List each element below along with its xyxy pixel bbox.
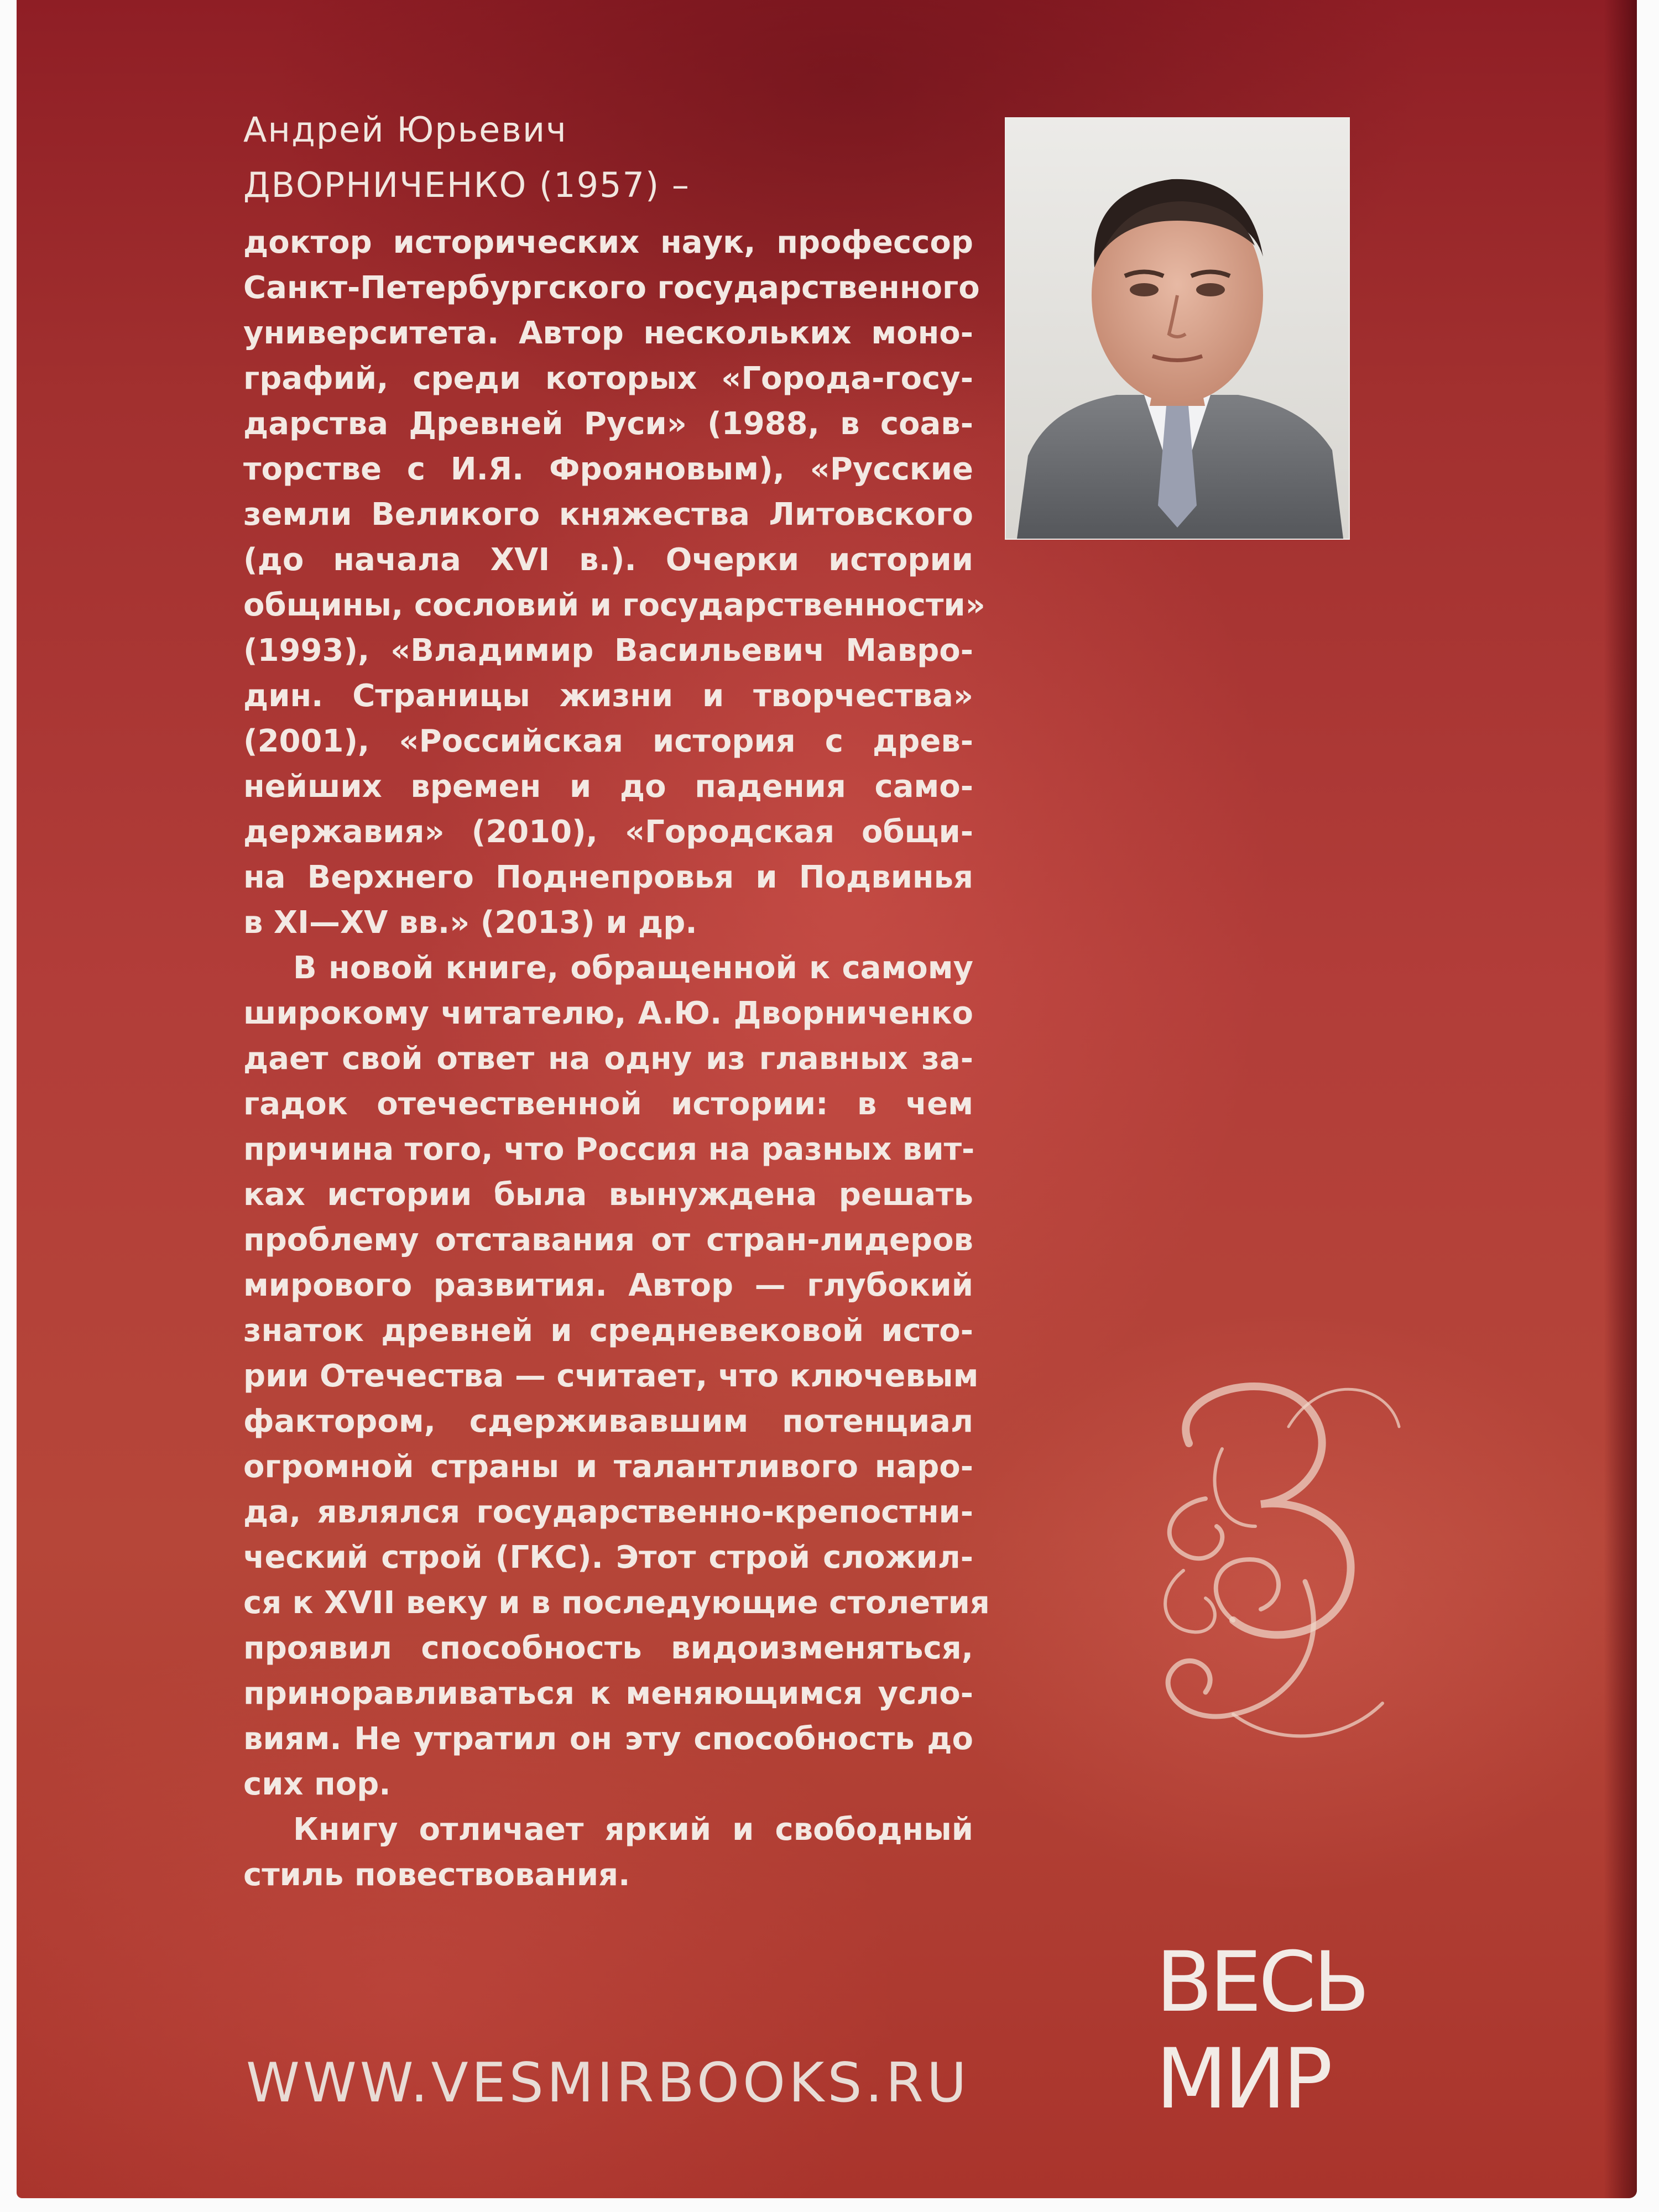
text-line: виям. Не утратил он эту способность до <box>243 1721 973 1757</box>
text-line: ся к XVII веку и в последующие столетия <box>243 1585 990 1621</box>
publisher-website: WWW.VESMIRBOOKS.RU <box>246 2052 970 2115</box>
text-line: широкому читателю, А.Ю. Дворниченко <box>243 995 973 1031</box>
text-line: Санкт-Петербургского государственного <box>243 270 980 306</box>
text-line: да, являлся государственно-крепостни- <box>243 1494 973 1530</box>
author-photo <box>1005 117 1350 540</box>
author-surname: ДВОРНИЧЕНКО (1957) – <box>243 165 690 205</box>
text-line: земли Великого княжества Литовского <box>243 497 973 533</box>
text-line: причина того, что Россия на разных вит- <box>243 1131 975 1167</box>
cover-edge-shadow <box>1604 0 1637 2198</box>
publisher-logo <box>1156 1934 1388 2146</box>
text-line: Книгу отличает яркий и свободный <box>293 1812 973 1848</box>
text-line: сих пор. <box>243 1766 391 1802</box>
text-line: В новой книге, обращенной к самому <box>293 950 973 986</box>
text-line: графий, среди которых «Города-госу- <box>243 361 973 397</box>
text-line: доктор исторических наук, профессор <box>243 225 973 260</box>
text-line: ческий строй (ГКС). Этот строй сложил- <box>243 1540 973 1575</box>
decorative-monogram-icon <box>1123 1360 1432 1781</box>
text-line: дин. Страницы жизни и творчества» <box>243 678 973 714</box>
text-line: университета. Автор нескольких моно- <box>243 315 973 351</box>
text-line: рии Отечества — считает, что ключевым <box>243 1358 979 1394</box>
back-cover <box>17 0 1637 2198</box>
text-line: знаток древней и средневековой исто- <box>243 1313 973 1349</box>
text-line: стиль повествования. <box>243 1857 630 1893</box>
text-line: (до начала XVI в.). Очерки истории <box>243 542 973 578</box>
text-line: (2001), «Российская история с древ- <box>243 723 973 759</box>
publisher-logo-line-1: ВЕСЬ <box>1156 1934 1367 2031</box>
text-line: дарства Древней Руси» (1988, в соав- <box>243 406 973 442</box>
text-line: ках истории была вынуждена решать <box>243 1177 973 1213</box>
text-line: фактором, сдерживавшим потенциал <box>243 1404 973 1439</box>
text-line: проявил способность видоизменяться, <box>243 1630 973 1666</box>
text-line: нейших времен и до падения само- <box>243 769 973 805</box>
text-line: в XI—XV вв.» (2013) и др. <box>243 905 697 941</box>
text-line: державия» (2010), «Городская общи- <box>243 814 973 850</box>
author-first-names: Андрей Юрьевич <box>243 109 567 150</box>
text-line: мирового развития. Автор — глубокий <box>243 1267 973 1303</box>
text-line: на Верхнего Поднепровья и Подвинья <box>243 859 973 895</box>
text-line: торстве с И.Я. Фрояновым), «Русские <box>243 451 973 487</box>
text-line: гадок отечественной истории: в чем <box>243 1086 973 1122</box>
text-line: огромной страны и талантливого наро- <box>243 1449 973 1485</box>
text-line: проблему отставания от стран-лидеров <box>243 1222 973 1258</box>
annotation-text <box>243 220 990 1898</box>
text-line: (1993), «Владимир Васильевич Мавро- <box>243 633 973 669</box>
author-portrait-icon <box>1006 118 1349 539</box>
text-line: приноравливаться к меняющимся усло- <box>243 1676 973 1712</box>
publisher-logo-line-2: МИР <box>1156 2031 1330 2127</box>
text-line: общины, сословий и государственности» <box>243 587 985 623</box>
text-line: дает свой ответ на одну из главных за- <box>243 1041 973 1077</box>
